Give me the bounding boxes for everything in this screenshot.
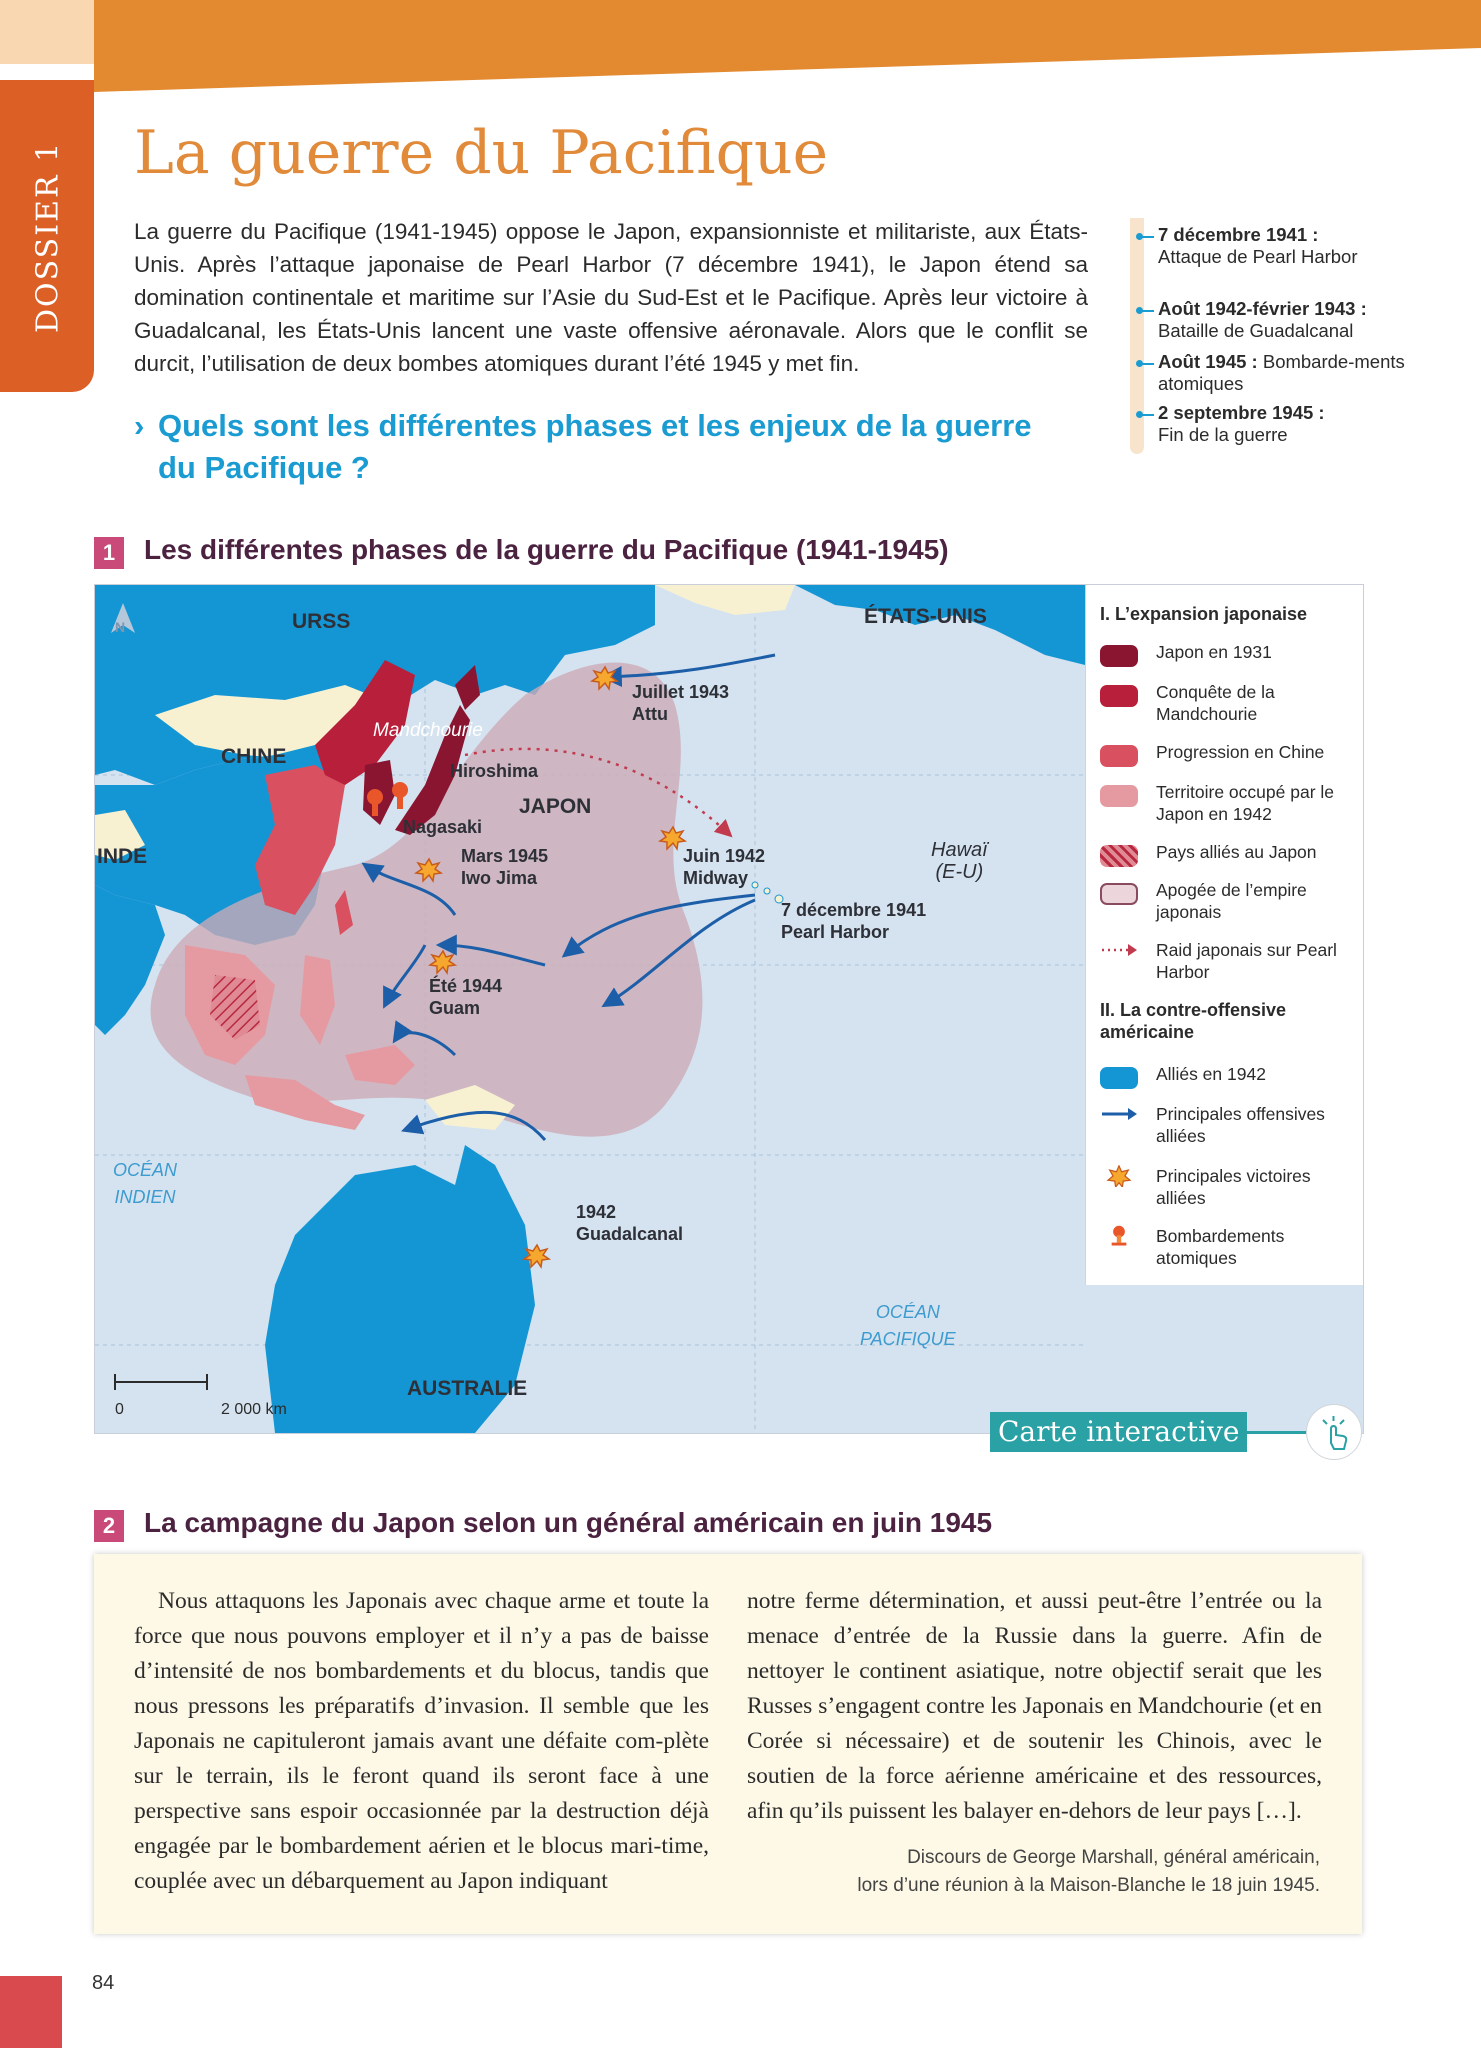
legend-swatch — [1100, 685, 1138, 707]
legend-item — [1100, 741, 1360, 781]
label-hawaii-sub: (E-U) — [935, 861, 984, 883]
legend-label: Bombardements atomiques — [1156, 1226, 1285, 1268]
label-hiroshima: Hiroshima — [450, 761, 539, 781]
battle-place: Guam — [429, 998, 481, 1018]
legend-swatch — [1100, 845, 1138, 867]
header-band — [0, 0, 1481, 92]
legend-item — [1100, 841, 1360, 881]
victory-star-icon — [1100, 1165, 1138, 1187]
legend-item — [1100, 879, 1360, 922]
legend-label: Apogée de l’empire japonais — [1156, 880, 1307, 922]
intro-paragraph: La guerre du Pacifique (1941-1945) oppose le Japon, expansionniste et militariste, aux États-Unis. Après l’attaque japonaise de Pearl Harbor (7 décembre 1941), le Japon étend sa domination continentale et maritime sur l’Asie du Sud-Est et le Pacifique. Après leur victoire à Guadalcanal, les États-Unis lancent une vaste offensive aéronavale. Alors que le conflit se durcit, l’utilisation de deux bombes atomiques durant l’été 1945 y met fin. — [134, 219, 1088, 376]
timeline-text: Fin de la guerre — [1158, 424, 1288, 445]
legend-item — [1100, 1063, 1360, 1103]
legend-label: Territoire occupé par le Japon en 1942 — [1156, 782, 1334, 824]
ocean-pacifique-line2: PACIFIQUE — [860, 1329, 956, 1349]
scale-zero: 0 — [115, 1401, 124, 1418]
battle-date: Juillet 1943 — [632, 682, 730, 702]
timeline-dot-icon — [1136, 360, 1143, 367]
label-chine: CHINE — [221, 745, 287, 768]
battle-place: Midway — [683, 868, 749, 888]
battle-guadalcanal — [576, 1201, 683, 1245]
ocean-indien-line1: OCÉAN — [113, 1160, 178, 1180]
timeline-date: Août 1945 : — [1158, 351, 1258, 372]
question-text: Quels sont les différentes phases et les enjeux de la guerre du Pacifique ? — [158, 408, 1032, 485]
section-title: Les différentes phases de la guerre du Pacifique (1941-1945) — [144, 534, 949, 565]
battle-place: Guadalcanal — [576, 1224, 684, 1244]
label-australie: AUSTRALIE — [407, 1377, 528, 1400]
label-inde: INDE — [97, 845, 148, 868]
battle-attu — [632, 681, 729, 725]
quote-box — [94, 1554, 1362, 1934]
timeline-item — [1158, 351, 1458, 395]
legend-item — [1100, 1165, 1360, 1208]
legend-label: Alliés en 1942 — [1156, 1064, 1266, 1084]
label-ocean-indien — [113, 1157, 177, 1211]
legend-item — [1100, 1225, 1360, 1268]
legend-item — [1100, 641, 1360, 681]
page-number: 84 — [92, 1972, 115, 1994]
timeline-dot-icon — [1136, 307, 1143, 314]
section-number: 1 — [94, 537, 124, 569]
legend-swatch — [1100, 745, 1138, 767]
pacific-war-map[interactable] — [94, 584, 1364, 1434]
interactive-map-button[interactable]: Carte interactive — [990, 1412, 1247, 1452]
timeline-date: 2 septembre 1945 : — [1158, 402, 1325, 423]
label-etats-unis: ÉTATS-UNIS — [864, 605, 987, 628]
battle-date: Juin 1942 — [683, 846, 766, 866]
legend-item — [1100, 1103, 1360, 1146]
legend-swatch — [1100, 785, 1138, 807]
timeline-item — [1158, 298, 1458, 342]
interactive-connector — [1244, 1431, 1306, 1434]
battle-place: Iwo Jima — [461, 868, 538, 888]
timeline-date: 7 décembre 1941 : — [1158, 224, 1319, 245]
timeline-item — [1158, 224, 1458, 268]
dossier-label: DOSSIER 1 — [30, 140, 66, 334]
timeline-text: Bataille de Guadalcanal — [1158, 320, 1354, 341]
battle-midway — [683, 845, 765, 889]
legend-heading-expansion: I. L’expansion japonaise — [1100, 604, 1308, 624]
compass-icon: N — [115, 619, 126, 635]
blue-arrow-icon — [1100, 1103, 1138, 1125]
legend-swatch — [1100, 1067, 1138, 1089]
battle-date: Mars 1945 — [461, 846, 549, 866]
legend-item — [1100, 681, 1360, 724]
section-title: La campagne du Japon selon un général américain en juin 1945 — [144, 1507, 993, 1538]
label-hawaii — [931, 839, 988, 883]
ocean-indien-line2: INDIEN — [114, 1187, 176, 1207]
quote-source-line2: lors d’une réunion à la Maison-Blanche le 18 juin 1945. — [857, 1875, 1320, 1896]
battle-pearl-harbor — [781, 899, 926, 943]
legend-item — [1100, 939, 1360, 982]
quote-source-line1: Discours de George Marshall, général américain, — [907, 1847, 1320, 1868]
legend-label: Principales victoires alliées — [1156, 1166, 1311, 1208]
atomic-bomb-icon — [1100, 1225, 1138, 1247]
label-japon: JAPON — [519, 795, 592, 818]
battle-date: 7 décembre 1941 — [781, 900, 927, 920]
battle-date: 1942 — [576, 1202, 617, 1222]
label-hawaii-name: Hawaï — [931, 839, 988, 861]
label-nagasaki: Nagasaki — [403, 817, 483, 837]
page-corner-marker — [0, 1976, 62, 2048]
legend-label: Raid japonais sur Pearl Harbor — [1156, 940, 1337, 982]
legend-heading-counteroffensive: II. La contre-offensive américaine — [1100, 1000, 1287, 1042]
legend-label: Japon en 1931 — [1156, 642, 1272, 662]
timeline-text: Bombarde-ments atomiques — [1158, 351, 1405, 394]
timeline-date: Août 1942-février 1943 : — [1158, 298, 1367, 319]
legend-label: Pays alliés au Japon — [1156, 842, 1317, 862]
timeline-text: Attaque de Pearl Harbor — [1158, 246, 1358, 267]
battle-place: Pearl Harbor — [781, 922, 890, 942]
page-title: La guerre du Pacifique — [134, 118, 829, 188]
quote-column-left: Nous attaquons les Japonais avec chaque arme et toute la force que nous pouvons employer et il n’y a pas de baisse d’intensité de nos bombardements et du blocus, tandis que nous pressons les préparatifs d’invasion. Il semble que les Japonais ne capituleront jamais avant une défaite com-plète sur le terrain, ils le feront quand ils seront face à une perspective sans espoir occasionnée par la destruction déjà engagée par le bombardement aérien et le blocus mari-time, couplée avec un débarquement au Japon indiquant — [134, 1588, 709, 1894]
label-mandchourie: Mandchourie — [373, 720, 483, 741]
timeline-dot-icon — [1136, 411, 1143, 418]
label-ocean-pacifique — [860, 1299, 956, 1353]
quote-source — [720, 1844, 1320, 1900]
scale-distance: 2 000 km — [221, 1401, 287, 1418]
ocean-pacifique-line1: OCÉAN — [875, 1302, 940, 1322]
battle-guam — [429, 975, 502, 1019]
map-legend — [1085, 585, 1364, 1285]
hand-pointer-icon[interactable] — [1306, 1404, 1362, 1460]
battle-date: Été 1944 — [429, 976, 503, 996]
battle-iwo-jima — [461, 845, 548, 889]
chevron-right-icon: › — [134, 408, 145, 443]
section-number: 2 — [94, 1510, 124, 1542]
timeline-dot-icon — [1136, 233, 1143, 240]
legend-label: Progression en Chine — [1156, 742, 1325, 762]
legend-label: Conquête de la Mandchourie — [1156, 682, 1275, 724]
battle-place: Attu — [632, 704, 668, 724]
timeline-item — [1158, 402, 1458, 446]
legend-swatch — [1100, 883, 1138, 905]
dotted-arrow-icon — [1100, 939, 1138, 961]
timeline — [1120, 218, 1460, 454]
legend-swatch — [1100, 645, 1138, 667]
legend-label: Principales offensives alliées — [1156, 1104, 1325, 1146]
legend-item — [1100, 781, 1360, 824]
timeline-rail — [1130, 218, 1144, 454]
label-urss: URSS — [292, 610, 351, 633]
quote-column-right: notre ferme détermination, et aussi peut-être l’entrée ou la menace d’entrée de la Russie dans la guerre. Afin de nettoyer le continent asiatique, notre objectif serait que les Russes s’engagent contre les Japonais en Mandchourie (et en Corée si nécessaire) et de soutenir les Chinois, avec le soutien de la force aérienne américaine et des ressources, afin qu’ils puissent les balayer en-dehors de leur pays […]. — [747, 1588, 1322, 1824]
